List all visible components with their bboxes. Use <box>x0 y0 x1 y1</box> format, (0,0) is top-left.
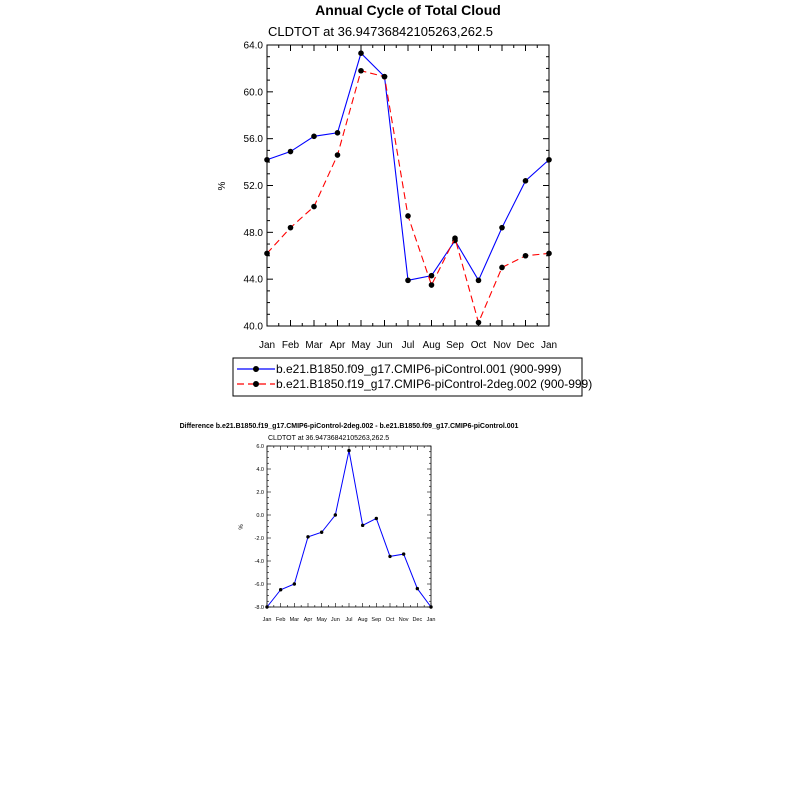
main-chart-y-tick-label: 40.0 <box>243 321 263 333</box>
main-chart-x-tick-label: Apr <box>329 340 346 351</box>
difference-chart-x-tick-label: Jan <box>426 617 436 623</box>
difference-chart-x-tick-label: Jun <box>330 617 340 623</box>
main-chart-x-tick-label: Oct <box>470 340 487 351</box>
difference-chart-x-tick-label: Apr <box>303 617 313 623</box>
difference-chart-title: Difference b.e21.B1850.f19_g17.CMIP6-piControl-2deg.002 - b.e21.B1850.f09_g17.CMIP6-piControl.001 <box>179 423 519 430</box>
main-chart-x-tick-label: Jun <box>376 340 393 351</box>
main-chart-series-1-point <box>476 278 482 284</box>
difference-chart-series-1-point <box>279 588 282 591</box>
main-chart-y-tick-label: 44.0 <box>243 274 263 286</box>
main-chart-series-1-point <box>499 225 505 231</box>
main-chart-y-tick-label: 48.0 <box>243 227 263 239</box>
main-chart-x-tick-label: Dec <box>516 340 535 351</box>
difference-chart-plot-frame <box>267 446 431 607</box>
main-chart-series-2-point <box>311 204 317 210</box>
difference-chart-series-1-point <box>388 555 391 558</box>
main-chart-series-2-point <box>382 74 388 80</box>
legend-marker-1 <box>253 366 259 372</box>
difference-chart-y-tick-label: -2.0 <box>254 535 264 542</box>
main-chart-series-2-point <box>546 251 552 257</box>
main-chart-series-2-point <box>429 282 435 288</box>
main-chart-series-1-point <box>405 278 411 284</box>
main-chart-series-1-point <box>358 50 364 56</box>
difference-chart-x-tick-label: Oct <box>385 617 395 623</box>
difference-chart-y-tick-label: 6.0 <box>256 443 264 450</box>
main-chart-subtitle: CLDTOT at 36.94736842105263,262.5 <box>268 24 494 39</box>
difference-chart-series-1-point <box>306 535 309 538</box>
main-chart-series-2-point <box>264 251 270 257</box>
legend-entry-2 <box>237 377 592 391</box>
difference-chart-x-tick-label: Nov <box>398 617 409 623</box>
difference-chart-series-1-point <box>416 587 419 590</box>
main-chart-series-2-point <box>405 213 411 219</box>
difference-chart-series-1-point <box>320 531 323 534</box>
main-chart-series-1-point <box>523 178 529 184</box>
difference-chart-series-1-point <box>375 517 378 520</box>
difference-chart-series-1-point <box>361 524 364 527</box>
main-chart-y-tick-label: 60.0 <box>243 87 263 99</box>
main-chart-series-1-point <box>335 130 341 136</box>
legend-entry-1 <box>237 362 562 376</box>
main-chart-series-2-point <box>335 152 341 158</box>
difference-chart-y-tick-label: 0.0 <box>256 512 264 519</box>
main-chart-x-tick-label: Mar <box>305 340 323 351</box>
difference-chart-series-1-point <box>347 449 350 452</box>
difference-chart-x-tick-label: Jul <box>345 617 353 623</box>
difference-chart-y-tick-label: -4.0 <box>254 558 264 565</box>
main-chart-x-tick-label: May <box>351 340 371 351</box>
main-chart-series-2-point <box>452 235 458 241</box>
main-chart-series-2-line <box>267 71 549 323</box>
difference-chart-x-tick-label: Sep <box>371 617 382 623</box>
main-chart-y-tick-label: 52.0 <box>243 181 263 192</box>
difference-chart-series-1-point <box>334 513 337 516</box>
legend-label-2: b.e21.B1850.f19_g17.CMIP6-piControl-2deg.002 (900-999) <box>276 377 593 391</box>
difference-chart-x-tick-label: Feb <box>275 617 286 623</box>
difference-chart-x-tick-label: May <box>316 617 327 623</box>
difference-chart-y-axis-label: % <box>239 524 245 530</box>
main-chart-series-2-point <box>523 253 529 259</box>
main-chart-x-tick-label: Feb <box>281 340 300 351</box>
legend-label-1: b.e21.B1850.f09_g17.CMIP6-piControl.001 (900-999) <box>276 362 562 376</box>
difference-chart-series-1-point <box>429 605 432 608</box>
main-chart-plot-frame <box>267 45 549 326</box>
difference-chart-y-tick-label: 4.0 <box>256 466 264 473</box>
difference-chart-series-1-point <box>402 552 405 555</box>
difference-chart-y-tick-label: -8.0 <box>254 604 264 611</box>
main-chart-series-1-point <box>546 157 552 163</box>
main-chart-y-tick-label: 56.0 <box>243 134 263 146</box>
main-chart-x-tick-label: Jan <box>258 340 276 351</box>
main-chart-x-tick-label: Jul <box>401 340 415 351</box>
main-chart-y-tick-label: 64.0 <box>243 40 263 52</box>
main-chart-x-tick-label: Sep <box>446 340 464 351</box>
main-chart-x-tick-label: Jan <box>540 340 558 351</box>
main-chart-plot <box>244 41 558 352</box>
difference-chart-y-tick-label: 2.0 <box>256 489 264 496</box>
difference-chart-series-1-line <box>267 451 431 607</box>
legend-marker-2 <box>253 381 259 387</box>
difference-chart-x-tick-label: Aug <box>357 617 368 623</box>
difference-chart-series-1-point <box>293 582 296 585</box>
difference-chart-x-tick-label: Mar <box>289 617 300 623</box>
difference-chart-subtitle: CLDTOT at 36.94736842105263,262.5 <box>268 435 390 442</box>
main-chart-series-1-point <box>311 134 317 140</box>
main-chart-series-2-point <box>288 225 294 231</box>
main-chart-series-2-point <box>499 265 505 271</box>
main-chart-series-2-point <box>358 68 364 74</box>
main-chart-series-1-line <box>267 53 549 280</box>
main-chart-x-tick-label: Aug <box>422 340 441 351</box>
main-chart-title: Annual Cycle of Total Cloud <box>315 2 501 18</box>
main-chart-series-1-point <box>264 157 270 163</box>
main-chart-x-tick-label: Nov <box>493 340 511 351</box>
main-chart-series-2-point <box>476 320 482 326</box>
legend <box>233 358 592 396</box>
difference-chart-plot <box>255 444 436 623</box>
difference-chart-series-1-point <box>265 605 268 608</box>
difference-chart-y-tick-label: -6.0 <box>254 581 264 588</box>
difference-chart-x-tick-label: Jan <box>262 617 272 623</box>
main-chart-series-1-point <box>288 149 294 155</box>
difference-chart-x-tick-label: Dec <box>412 617 423 623</box>
main-chart-y-axis-label: % <box>217 181 228 191</box>
